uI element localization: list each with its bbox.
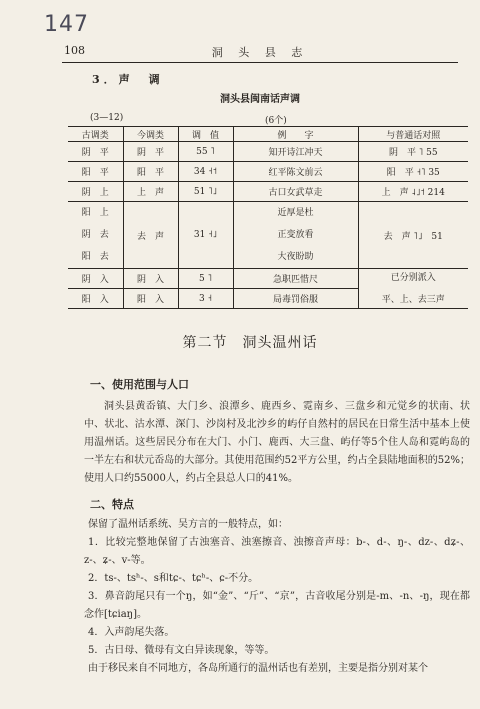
part2-line: 3．鼻音韵尾只有一个ŋ，如“金”、“斤”、“京”，古音收尾分别是-m、-n、-ŋ，现在都念作[tɕiaŋ]。 — [84, 591, 470, 620]
new-category: 上 声 — [123, 182, 178, 202]
header-new-category: 今调类 — [123, 127, 178, 142]
tone-value: 31 ˧˩ — [178, 202, 233, 269]
subsection-heading: 3．声 调 — [92, 73, 164, 86]
mandarin-compare — [358, 269, 468, 309]
tone-value: 5 ˥ — [178, 269, 233, 289]
table-row — [68, 202, 468, 269]
mandarin-compare: 阴 平 ˥ 55 — [358, 142, 468, 162]
compare-line: 已分别派入 — [390, 272, 436, 283]
header-old-category: 古调类 — [68, 127, 123, 142]
tone-table — [68, 126, 468, 309]
table-title: 洞头县闽南话声调 — [220, 94, 300, 105]
part1-heading: 一、使用范围与人口 — [90, 378, 189, 391]
old-category: 阳 入 — [68, 289, 123, 309]
old-category: 阴 平 — [68, 142, 123, 162]
part2-line: 1．比较完整地保留了古浊塞音、浊塞擦音、浊擦音声母：b-、d-、ŋ-、dz-、dʑ-、z-、ʑ-、v-等。 — [84, 537, 470, 566]
part2-line: 4．入声韵尾失落。 — [88, 627, 175, 638]
handwritten-page-number: 147 — [44, 12, 89, 37]
running-header — [62, 40, 458, 63]
example-chars: 正变放看 — [277, 230, 314, 240]
old-category: 阴 去 — [81, 230, 109, 240]
table-number: (3—12) — [90, 113, 124, 123]
section-title: 第二节 洞头温州话 — [182, 335, 318, 351]
old-category: 阳 上 — [81, 208, 109, 218]
table-row — [68, 162, 468, 182]
part2-line: 2．ts-、tsʰ-、s和tɕ-、tɕʰ-、ɕ-不分。 — [88, 573, 259, 584]
table-count: (6个) — [265, 116, 287, 126]
table-header-row — [68, 127, 468, 142]
new-category: 去 声 — [123, 202, 178, 269]
example-chars: 大夜盼助 — [277, 252, 314, 262]
old-category: 阴 入 — [68, 269, 123, 289]
header-mandarin-compare: 与普通话对照 — [358, 127, 468, 142]
tone-value: 51 ˥˩ — [178, 182, 233, 202]
tone-value: 34 ˧˦ — [178, 162, 233, 182]
tone-value: 55 ˥ — [178, 142, 233, 162]
table-row — [68, 142, 468, 162]
example-chars: 红平陈文前云 — [233, 162, 358, 182]
new-category: 阴 入 — [123, 269, 178, 289]
compare-line: 平、上、去三声 — [381, 294, 445, 305]
new-category: 阳 平 — [123, 162, 178, 182]
example-chars: 急职匹惜尺 — [233, 269, 358, 289]
part2-line: 保留了温州话系统、吴方言的一般特点，如： — [88, 519, 288, 530]
page-number: 108 — [64, 44, 85, 57]
example-chars: 知开诗江冲天 — [233, 142, 358, 162]
example-group — [233, 202, 358, 269]
old-category: 阳 平 — [68, 162, 123, 182]
part2-heading: 二、特点 — [90, 498, 134, 511]
example-chars: 古口女武草走 — [233, 182, 358, 202]
part2-line: 5．古日母、微母有文白异读现象，等等。 — [88, 645, 275, 656]
old-category: 阴 上 — [68, 182, 123, 202]
old-category: 阳 去 — [81, 252, 109, 262]
mandarin-compare: 上 声 ˨˩˦ 214 — [358, 182, 468, 202]
part1-paragraph: 洞头县黄岙镇、大门乡、浪潭乡、鹿西乡、霓南乡、三盘乡和元觉乡的状南、状中、状北、沽水潭、深门、沙岗村及北沙乡的屿仔自然村的居民在日常生活中基本上使用温州话。这些居民分布在大门、小门、鹿西、大三盘、屿仔等5个住人岛和霓屿岛的一半左右和状元岙岛的大部分。其使用范围约52平方公里，约占全县陆地面积的52%；使用人口约55000人，约占全县总人口的41%。 — [84, 401, 470, 484]
mandarin-compare: 去 声 ˥˩ 51 — [358, 202, 468, 269]
old-category-group — [68, 202, 123, 269]
table-row — [68, 182, 468, 202]
example-chars: 局毒罚俗服 — [233, 289, 358, 309]
running-title: 洞 头 县 志 — [211, 46, 309, 59]
mandarin-compare: 阳 平 ˧˥ 35 — [358, 162, 468, 182]
part1-body — [84, 398, 470, 488]
example-chars: 近厚是杜 — [277, 208, 314, 218]
new-category: 阴 平 — [123, 142, 178, 162]
tone-value: 3 ˧ — [178, 289, 233, 309]
new-category: 阳 入 — [123, 289, 178, 309]
part2-body — [84, 516, 470, 678]
table-row — [68, 269, 468, 289]
part2-line: 由于移民来自不同地方，各岛所通行的温州话也有差别，主要是指分别对某个 — [88, 663, 428, 674]
header-tone-value: 调 值 — [178, 127, 233, 142]
header-examples: 例 字 — [233, 127, 358, 142]
